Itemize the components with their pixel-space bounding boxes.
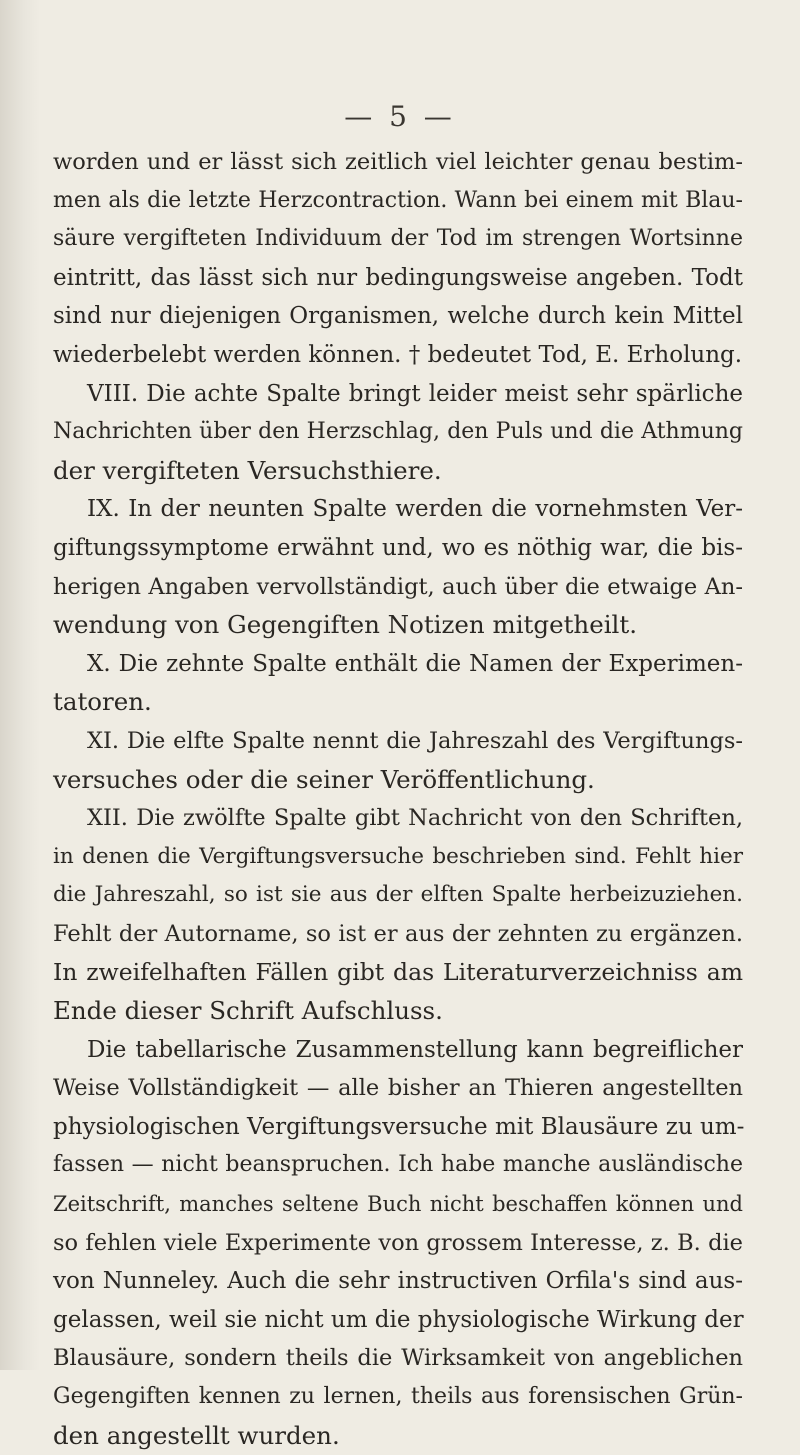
- text-line: physiologischen Vergiftungsversuche mit Blausäure zu um-: [53, 1113, 745, 1140]
- paragraph-x-start: X. Die zehnte Spalte enthält die Namen der Experimen-: [87, 650, 743, 677]
- text-line: eintritt, das lässt sich nur bedingungsweise angeben. Todt: [53, 264, 743, 291]
- text-line: die Jahreszahl, so ist sie aus der elften Spalte herbeizuziehen.: [53, 882, 743, 908]
- paragraph-tabellarische-start: Die tabellarische Zusammenstellung kann begreiflicher: [87, 1036, 743, 1063]
- text-line: men als die letzte Herzcontraction. Wann bei einem mit Blau-: [53, 187, 743, 213]
- paragraph-xii-start: XII. Die zwölfte Spalte gibt Nachricht von den Schriften,: [87, 805, 743, 832]
- text-line: wiederbelebt werden können. † bedeutet Tod, E. Erholung.: [53, 341, 743, 368]
- text-line: Zeitschrift, manches seltene Buch nicht beschaffen können und: [53, 1192, 743, 1217]
- text-line: In zweifelhaften Fällen gibt das Literaturverzeichniss am: [53, 958, 743, 987]
- text-line: fassen — nicht beanspruchen. Ich habe manche ausländische: [53, 1152, 743, 1178]
- text-line: versuches oder die seiner Veröffentlichung.: [53, 764, 595, 794]
- text-line: Gegengiften kennen zu lernen, theils aus forensischen Grün-: [53, 1384, 743, 1409]
- text-line: giftungssymptome erwähnt und, wo es nöthig war, die bis-: [53, 534, 743, 561]
- text-line: Blausäure, sondern theils die Wirksamkeit von angeblichen: [53, 1345, 743, 1372]
- text-line: wendung von Gegengiften Notizen mitgetheilt.: [53, 610, 638, 640]
- text-line: Weise Vollständigkeit — alle bisher an Thieren angestellten: [53, 1075, 743, 1102]
- text-line: sind nur diejenigen Organismen, welche durch kein Mittel: [53, 303, 743, 330]
- text-line: in denen die Vergiftungsversuche beschrieben sind. Fehlt hier: [53, 843, 743, 869]
- paragraph-viii-start: VIII. Die achte Spalte bringt leider meist sehr spärliche: [87, 380, 743, 407]
- text-line: worden und er lässt sich zeitlich viel leichter genau bestim-: [53, 149, 743, 175]
- text-line: Ende dieser Schrift Aufschluss.: [53, 996, 443, 1026]
- text-line: der vergifteten Versuchsthiere.: [53, 455, 442, 485]
- body-text: [53, 143, 743, 1455]
- page-edge-shadow: [0, 0, 40, 1370]
- text-line: gelassen, weil sie nicht um die physiologische Wirkung der: [53, 1306, 744, 1333]
- text-line: herigen Angaben vervollständigt, auch über die etwaige An-: [53, 573, 743, 600]
- text-line: so fehlen viele Experimente von grossem Interesse, z. B. die: [53, 1229, 743, 1256]
- text-line: Nachrichten über den Herzschlag, den Puls und die Athmung: [53, 419, 743, 445]
- text-line: Fehlt der Autorname, so ist er aus der zehnten zu ergänzen.: [53, 920, 743, 947]
- text-line: tatoren.: [53, 687, 152, 717]
- page-number: — 5 —: [344, 100, 456, 133]
- text-line: von Nunneley. Auch die sehr instructiven Orfila's sind aus-: [53, 1268, 743, 1295]
- paragraph-ix-start: IX. In der neunten Spalte werden die vornehmsten Ver-: [87, 496, 743, 523]
- paragraph-xi-start: XI. Die elfte Spalte nennt die Jahreszahl des Vergiftungs-: [87, 727, 743, 754]
- text-line: säure vergifteten Individuum der Tod im strengen Wortsinne: [53, 226, 743, 252]
- text-line: den angestellt wurden.: [53, 1420, 340, 1450]
